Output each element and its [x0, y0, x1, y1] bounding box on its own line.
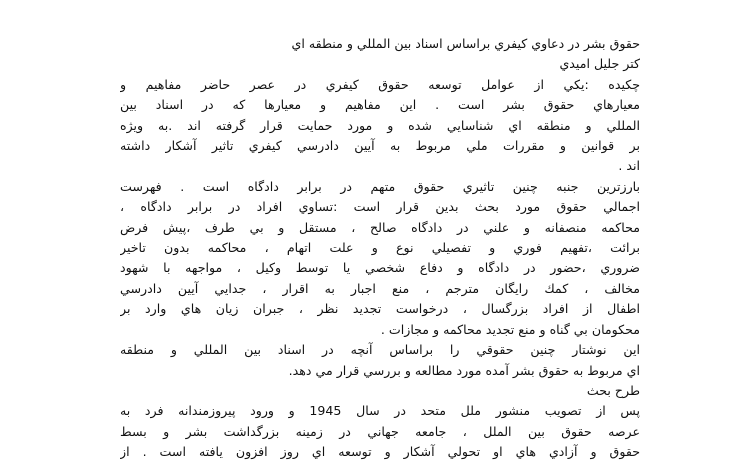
text-line: اي مربوط به حقوق بشر آمده مورد مطالعه و بررسي قرار مي دهد.: [288, 362, 640, 378]
text-line: اند .: [618, 158, 640, 174]
text-line: برائت ،تفهيم فوري و تفصيلي نوع و علت اتهام ، محاكمه بدون تاخير: [120, 240, 640, 256]
text-line: اين نوشتار چنين حقوقي را براساس آنچه در اسناد بين المللي و منطقه: [120, 342, 640, 358]
section-heading: طرح بحث: [586, 382, 640, 398]
document-body: [120, 34, 640, 463]
text-line: بارزترين جنبه چنين تاثيري حقوق متهم در برابر دادگاه است . فهرست: [120, 178, 640, 194]
text-line: محكومان بي گناه و منع تجديد محاكمه و مجازات .: [380, 321, 640, 337]
text-line: المللي و منطقه اي شناسايي شده و مورد حمايت قرار گرفته اند .به ويژه: [120, 117, 640, 133]
text-line: ضروري ،حضور در دادگاه و دفاع شخصي يا توسط وكيل ، مواجهه با شهود: [120, 260, 640, 276]
text-line: حقوق و آزادي هاي او تحولي آشكار و توسعه اي روز افزون يافته است . از: [120, 444, 640, 460]
text-line: اجمالي حقوق مورد بحث بدين قرار است :تساوي افراد در برابر دادگاه ،: [120, 199, 640, 215]
text-line: پس از تصويب منشور ملل متحد در سال 1945 و ورود پيروزمندانه فرد به: [120, 403, 640, 419]
text-line: معيارهاي حقوق بشر است . اين مفاهيم و معيارها كه در اسناد بين: [120, 97, 640, 113]
document-author: كتر جليل اميدي: [559, 56, 640, 72]
text-line: محاكمه منصفانه و علني در دادگاه صالح ، مستقل و بي طرف ،پيش فرض: [120, 219, 640, 235]
text-line: عرصه حقوق بين الملل ، جامعه جهاني در زمينه بزرگداشت بشر و بسط: [120, 423, 640, 439]
text-line: بر قوانين و مقررات ملي مربوط به آيين دادرسي كيفري تاثير آشكار داشته: [120, 138, 640, 154]
text-line: مخالف ، كمك رايگان مترجم ، منع اجبار به اقرار ، جدايي آيين دادرسي: [120, 280, 640, 296]
document-title: حقوق بشر در دعاوي كيفري براساس اسناد بين المللي و منطقه اي: [291, 36, 640, 51]
text-line: چكيده :يكي از عوامل توسعه حقوق كيفري در عصر حاضر مفاهيم و: [120, 76, 640, 92]
text-line: اطفال از افراد بزرگسال ، درخواست تجديد نظر ، جبران زيان هاي وارد بر: [120, 301, 640, 317]
